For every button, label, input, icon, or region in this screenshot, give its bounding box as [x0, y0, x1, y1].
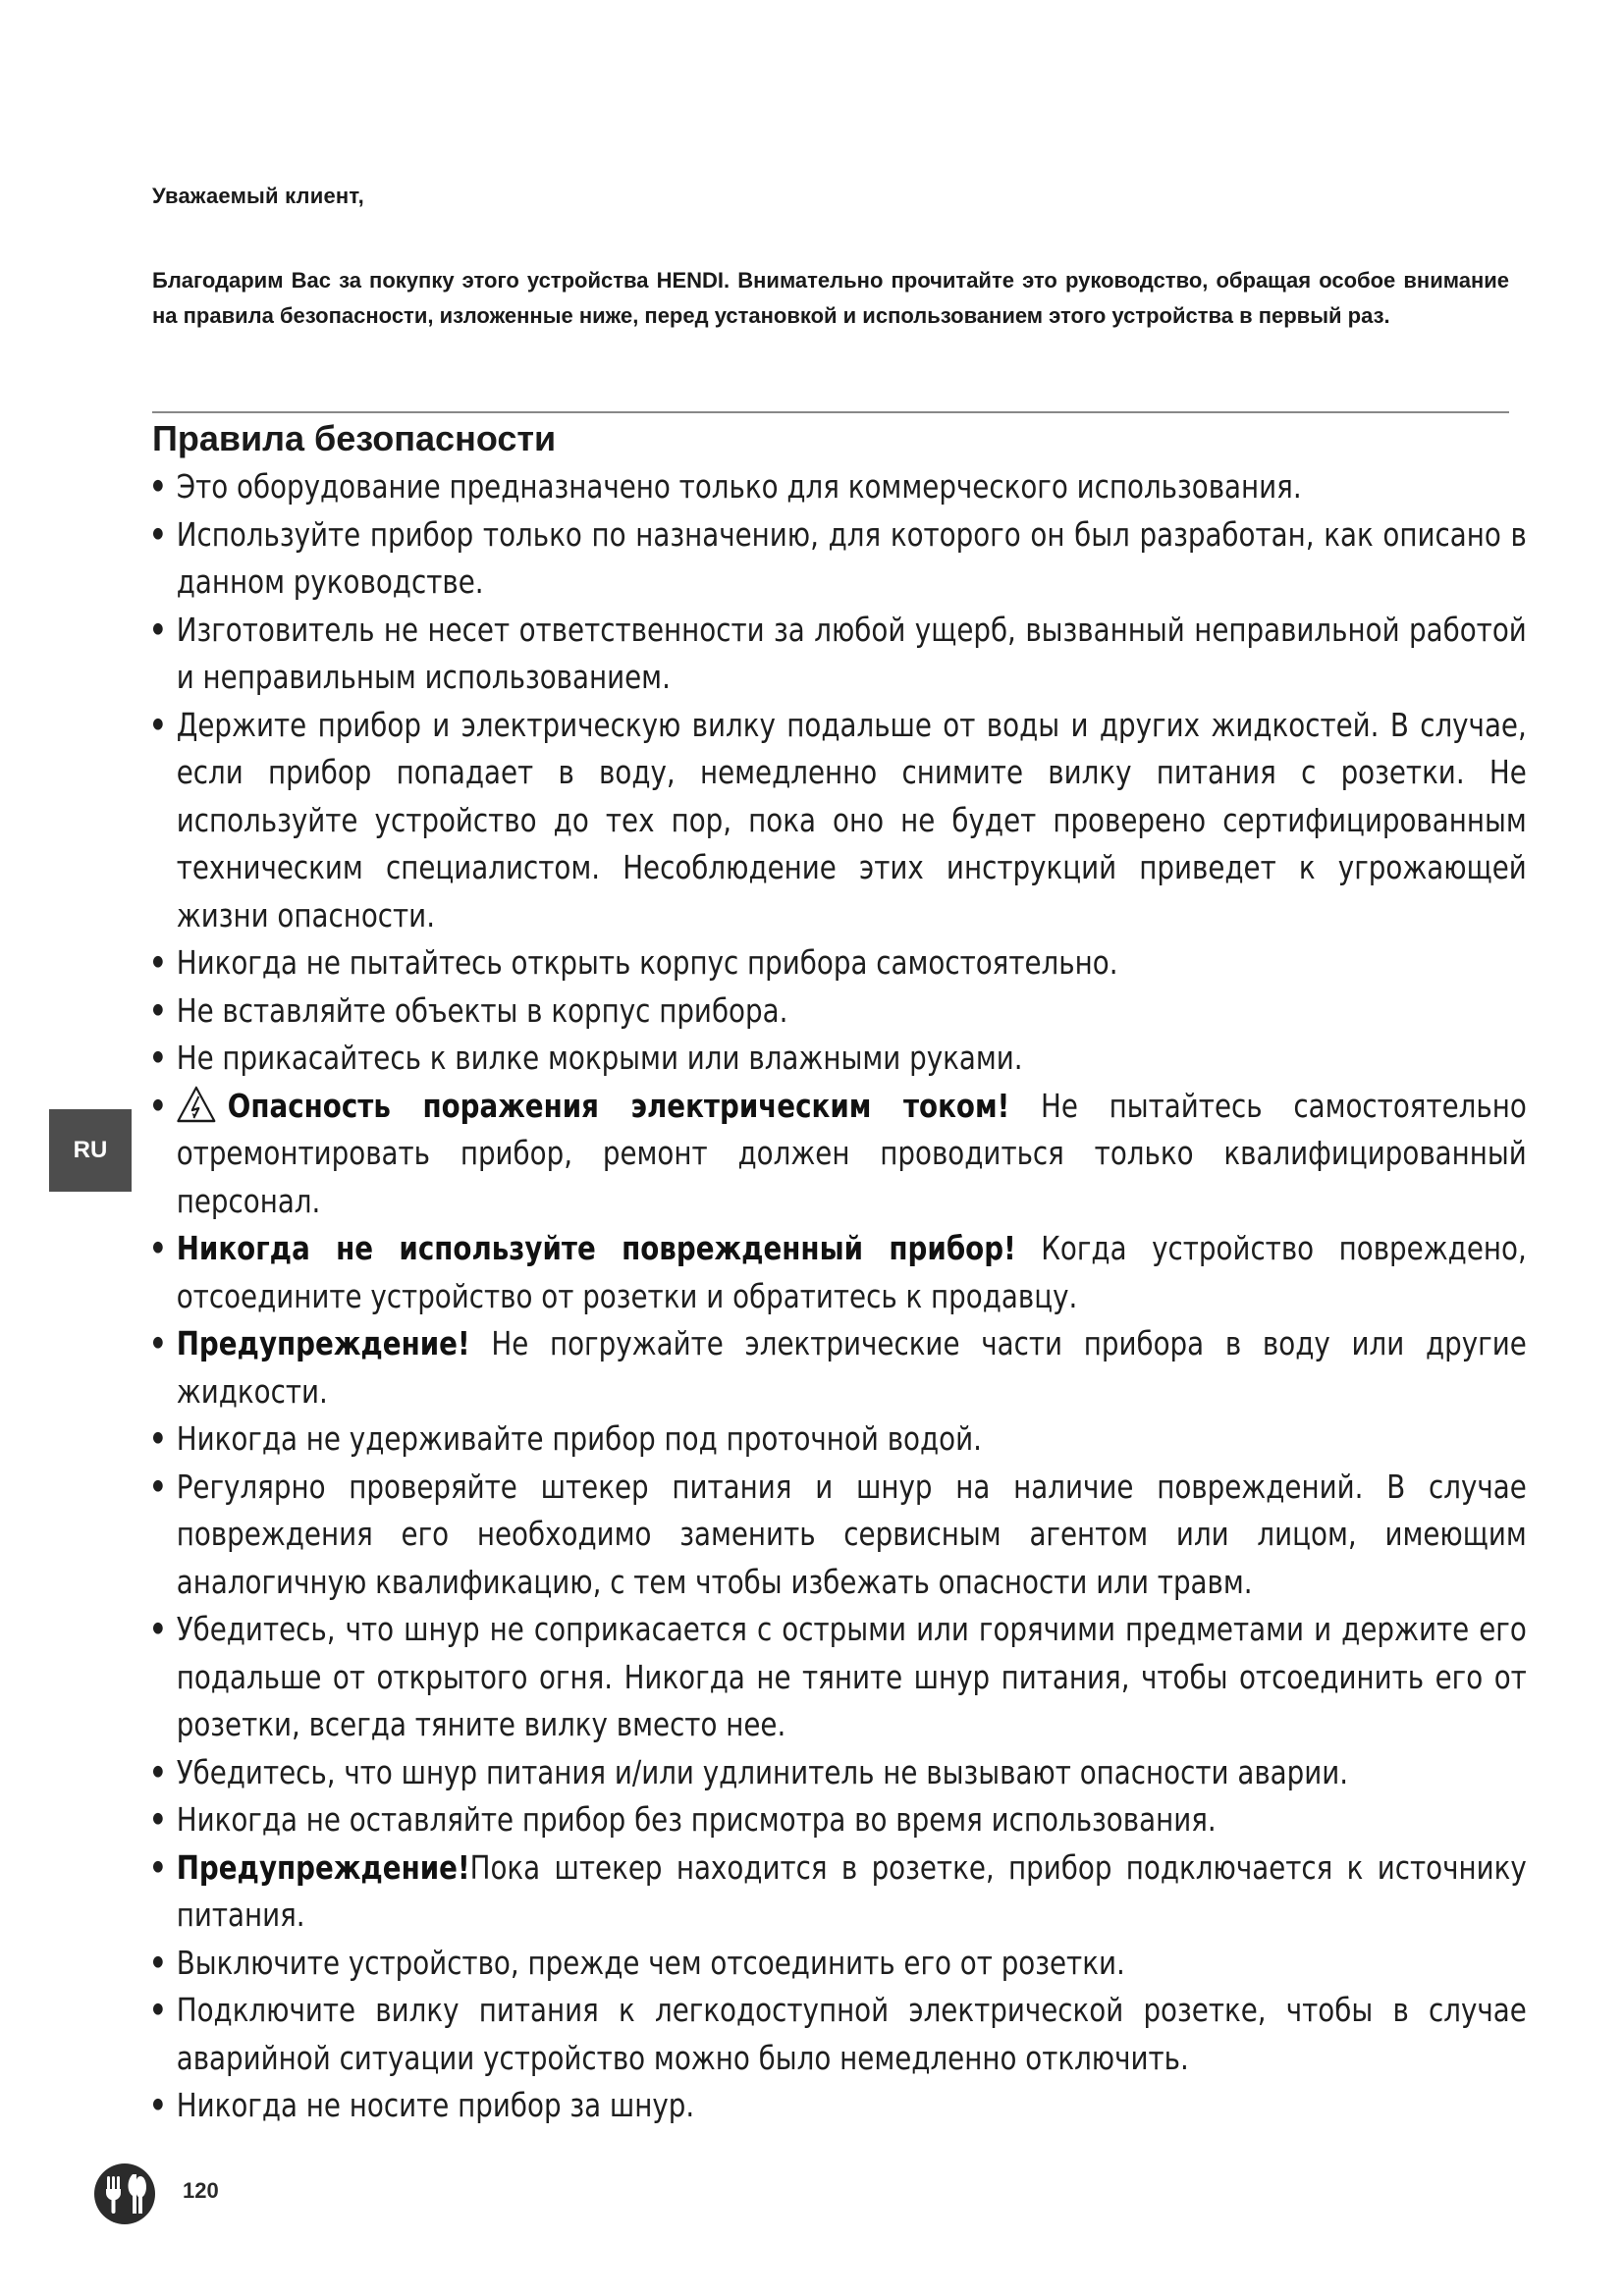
bullet: • — [149, 1610, 167, 1648]
rule-text: Убедитесь, что шнур не соприкасается с острыми или горячими предметами и держите его подальше от открытого огня. Никогда не тяните шнур питания, чтобы отсоединить его от розетки, всегда тяните вилку вместо нее. — [176, 1610, 1527, 1743]
rule-item — [149, 1844, 1527, 1940]
rule-text: Не вставляйте объекты в корпус прибора. — [176, 990, 788, 1030]
bullet: • — [149, 1229, 167, 1267]
bullet: • — [149, 1419, 167, 1458]
rule-text: Когда устройство повреждено, отсоедините устройство от розетки и обратитесь к продавцу. — [176, 1229, 1527, 1315]
rule-emphasis: Опасность поражения электрическим током! — [227, 1086, 1010, 1125]
rule-text: Никогда не пытайтесь открыть корпус прибора самостоятельно. — [176, 943, 1118, 982]
rule-text: Используйте прибор только по назначению, для которого он был разработан, как описано в данном руководстве. — [176, 514, 1527, 601]
rule-text: Держите прибор и электрическую вилку подальше от воды и других жидкостей. В случае, если прибор попадает в воду, немедленно снимите вилку питания с розетки. Не используйте устройство до тех пор, пока оно не будет проверено сертифицированным техническим специалистом. Несоблюдение этих инструкций приведет к угрожающей жизни опасности. — [176, 705, 1527, 934]
rule-text: Подключите вилку питания к легкодоступной электрической розетке, чтобы в случае аварийной ситуации устройство можно было немедленно отключить. — [176, 1991, 1527, 2077]
rule-text: Это оборудование предназначено только для коммерческого использования. — [176, 467, 1302, 506]
bullet: • — [149, 990, 167, 1030]
language-tab: RU — [49, 1109, 132, 1192]
rule-item — [149, 511, 1527, 607]
rule-item — [149, 607, 1527, 702]
rule-emphasis: Никогда не используйте поврежденный прибор! — [176, 1229, 1016, 1267]
bullet: • — [149, 1324, 167, 1362]
bullet: • — [149, 610, 167, 649]
rule-text: Не пытайтесь самостоятельно отремонтировать прибор, ремонт должен проводиться только квалифицированный персонал. — [176, 1086, 1527, 1220]
rule-item — [149, 1987, 1527, 2082]
rule-text: Регулярно проверяйте штекер питания и шнур на наличие повреждений. В случае повреждения его необходимо заменить сервисным агентом или лицом, имеющим аналогичную квалификацию, с тем чтобы избежать опасности или травм. — [176, 1467, 1527, 1601]
rule-emphasis: Предупреждение! — [176, 1324, 470, 1362]
greeting: Уважаемый клиент, — [152, 184, 364, 208]
rule-text: Никогда не оставляйте прибор без присмотра во время использования. — [176, 1800, 1217, 1839]
electric-hazard-icon — [177, 1086, 216, 1123]
rule-item — [149, 1606, 1527, 1749]
bullet: • — [149, 1467, 167, 1506]
bullet: • — [149, 2086, 167, 2124]
section-title: Правила безопасности — [152, 418, 557, 458]
rule-item — [149, 939, 1527, 988]
rule-text: Не погружайте электрические части прибора в воду или другие жидкости. — [176, 1324, 1527, 1411]
rule-item — [149, 1749, 1527, 1797]
bullet: • — [149, 705, 167, 744]
rule-item — [149, 2082, 1527, 2130]
rule-item — [149, 1464, 1527, 1607]
hendi-logo-icon — [93, 2163, 156, 2225]
rule-text: Никогда не удерживайте прибор под проточной водой. — [176, 1419, 982, 1458]
bullet: • — [149, 1800, 167, 1839]
rule-text: Убедитесь, что шнур питания и/или удлинитель не вызывают опасности аварии. — [176, 1752, 1349, 1791]
rule-item — [149, 1320, 1527, 1415]
bullet: • — [149, 1943, 167, 1982]
bullet: • — [149, 1991, 167, 2029]
rule-text: Не прикасайтесь к вилке мокрыми или влажными руками. — [176, 1039, 1023, 1077]
rule-text: Пока штекер находится в розетке, прибор подключается к источнику питания. — [176, 1847, 1527, 1934]
bullet: • — [149, 1752, 167, 1791]
rule-item — [149, 1796, 1527, 1844]
rule-emphasis: Предупреждение! — [176, 1847, 470, 1887]
bullet: • — [149, 943, 167, 982]
rule-text: Изготовитель не несет ответственности за любой ущерб, вызванный неправильной работой и неправильным использованием. — [176, 610, 1527, 696]
page-number: 120 — [183, 2178, 219, 2203]
bullet: • — [149, 1086, 167, 1125]
rule-text: Выключите устройство, прежде чем отсоединить его от розетки. — [176, 1943, 1125, 1982]
bullet: • — [149, 1039, 167, 1077]
rule-item — [149, 988, 1527, 1036]
rule-item — [149, 1083, 1527, 1226]
intro-paragraph: Благодарим Вас за покупку этого устройства HENDI. Внимательно прочитайте это руководство, обращая особое внимание на правила безопасности, изложенные ниже, перед установкой и использованием этого устройства в первый раз. — [152, 268, 1509, 328]
safety-rules-list — [149, 463, 1532, 2130]
rule-item — [149, 702, 1527, 940]
bullet: • — [149, 1847, 167, 1887]
bullet: • — [149, 514, 167, 554]
rule-item — [149, 1940, 1527, 1988]
rule-item — [149, 1415, 1527, 1464]
rule-item — [149, 1225, 1527, 1320]
rule-item — [149, 1035, 1527, 1083]
rule-text: Никогда не носите прибор за шнур. — [176, 2086, 695, 2124]
rule-item — [149, 463, 1527, 511]
section-divider — [152, 411, 1509, 413]
bullet: • — [149, 467, 167, 506]
